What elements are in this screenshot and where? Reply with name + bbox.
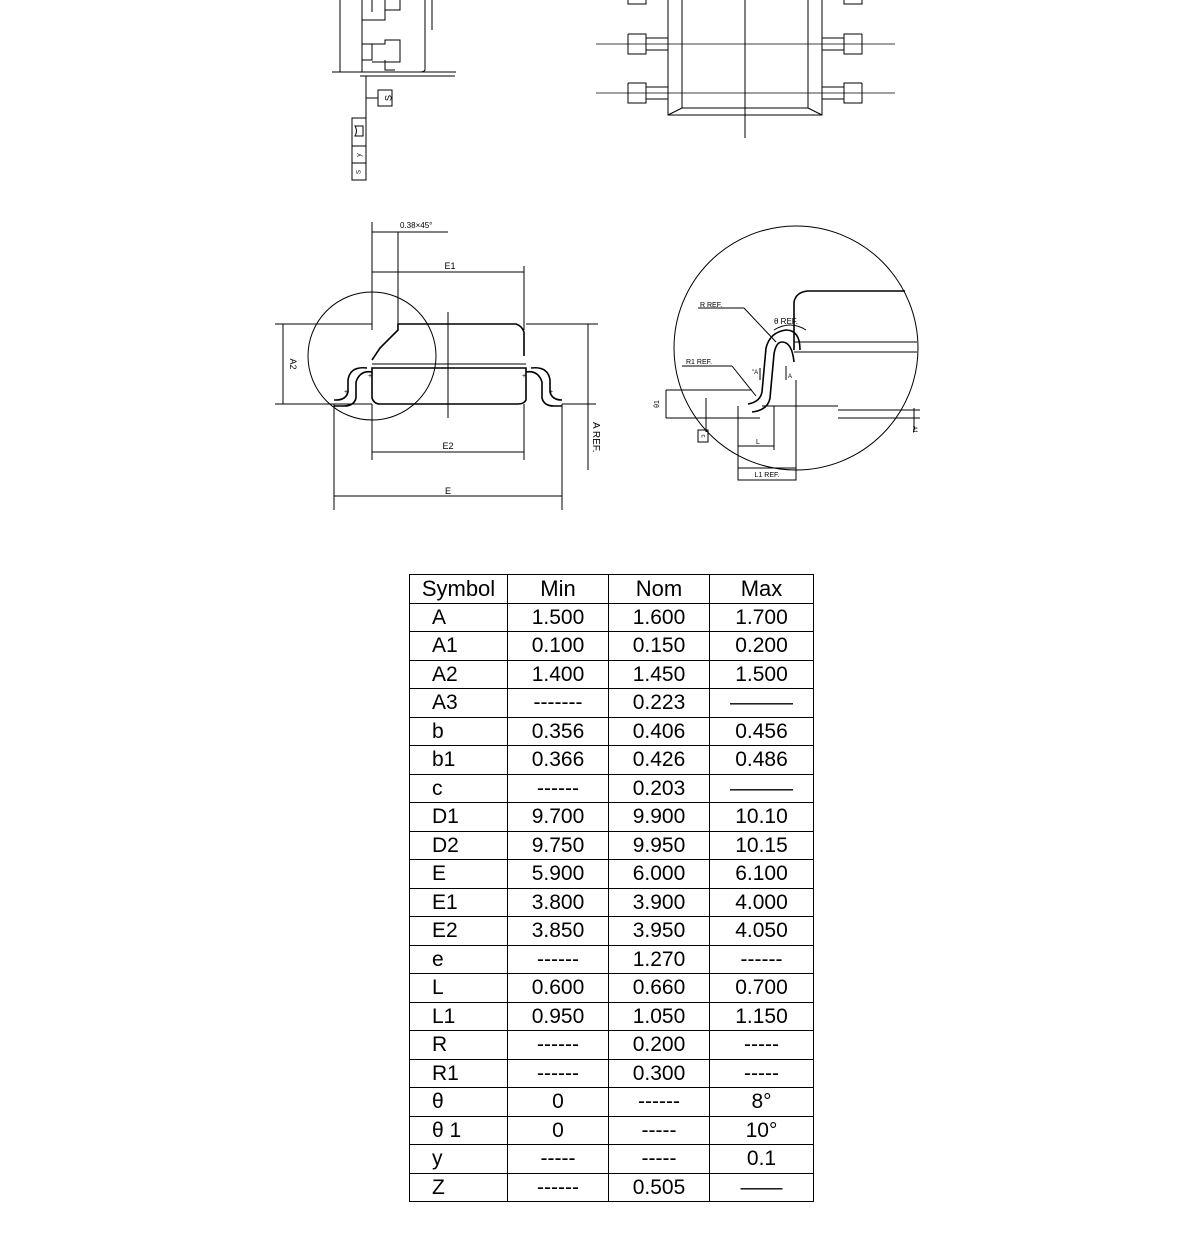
package-outline-drawing	[0, 0, 1200, 560]
cell-nom: 0.203	[609, 774, 710, 803]
cell-symbol: R1	[410, 1059, 508, 1088]
cell-symbol: e	[410, 945, 508, 974]
header-nom: Nom	[609, 575, 710, 604]
table-row	[410, 689, 814, 718]
cell-max: 0.486	[710, 746, 814, 775]
cell-max: 0.456	[710, 717, 814, 746]
cell-nom: 0.505	[609, 1173, 710, 1202]
cell-symbol: b	[410, 717, 508, 746]
cell-min: 0.950	[508, 1002, 609, 1031]
cell-min: ------	[508, 945, 609, 974]
a-mark-label: A	[788, 374, 793, 380]
a-ref-label: A REF.	[590, 422, 601, 453]
cell-min: 0.356	[508, 717, 609, 746]
cell-max: -----	[710, 1059, 814, 1088]
cell-min: 5.900	[508, 860, 609, 889]
c-label: c	[699, 434, 706, 438]
l-label: L	[756, 439, 760, 446]
r1-ref-label: R1 REF.	[686, 359, 713, 366]
cell-nom: -----	[609, 1116, 710, 1145]
cell-min: 0.600	[508, 974, 609, 1003]
cell-max: 4.000	[710, 888, 814, 917]
table-row	[410, 831, 814, 860]
cell-nom: 3.950	[609, 917, 710, 946]
table-row	[410, 1031, 814, 1060]
cell-min: 1.400	[508, 660, 609, 689]
cell-symbol: A1	[410, 632, 508, 661]
cell-max: ------	[710, 945, 814, 974]
cell-min: 0	[508, 1088, 609, 1117]
cell-nom: 0.426	[609, 746, 710, 775]
theta-ref-label: θ REF.	[774, 317, 799, 326]
cell-max: ———	[710, 689, 814, 718]
svg-text:+: +	[344, 389, 349, 396]
svg-text:"A: "A	[752, 370, 759, 376]
table-row	[410, 660, 814, 689]
l1-ref-label: L1 REF.	[754, 472, 780, 479]
cell-symbol: b1	[410, 746, 508, 775]
cell-min: 0	[508, 1116, 609, 1145]
cell-nom: 0.200	[609, 1031, 710, 1060]
e-label: E	[444, 486, 452, 496]
cell-symbol: L	[410, 974, 508, 1003]
cell-nom: 0.150	[609, 632, 710, 661]
cell-symbol: c	[410, 774, 508, 803]
cell-nom: 6.000	[609, 860, 710, 889]
table-row	[410, 1173, 814, 1202]
cell-nom: 1.270	[609, 945, 710, 974]
table-row	[410, 1145, 814, 1174]
header-min: Min	[508, 575, 609, 604]
cell-max: 10.15	[710, 831, 814, 860]
header-max: Max	[710, 575, 814, 604]
cell-max: 1.150	[710, 1002, 814, 1031]
table-row	[410, 746, 814, 775]
e2-label: E2	[442, 441, 454, 451]
svg-text:+: +	[368, 373, 373, 380]
cell-symbol: D1	[410, 803, 508, 832]
dimensions-table	[409, 574, 814, 1202]
a2-label: A2	[288, 358, 298, 370]
table-row	[410, 860, 814, 889]
cell-symbol: E	[410, 860, 508, 889]
cell-min: 1.500	[508, 603, 609, 632]
r-ref-label: R REF.	[700, 302, 723, 309]
e1-label: E1	[444, 261, 456, 271]
cell-symbol: θ 1	[410, 1116, 508, 1145]
cell-min: -------	[508, 689, 609, 718]
cell-nom: 0.660	[609, 974, 710, 1003]
a1-label: A1	[911, 426, 917, 434]
table-row	[410, 774, 814, 803]
table-row	[410, 917, 814, 946]
svg-text:+: +	[549, 389, 554, 396]
cell-max: 0.700	[710, 974, 814, 1003]
cell-min: 9.750	[508, 831, 609, 860]
cell-max: 4.050	[710, 917, 814, 946]
cell-min: 3.800	[508, 888, 609, 917]
cell-symbol: E2	[410, 917, 508, 946]
cell-max: 0.1	[710, 1145, 814, 1174]
cell-symbol: L1	[410, 1002, 508, 1031]
cell-nom: 9.950	[609, 831, 710, 860]
cell-min: 0.100	[508, 632, 609, 661]
top-view	[596, 0, 895, 138]
cell-symbol: θ	[410, 1088, 508, 1117]
svg-text:+: +	[522, 373, 527, 380]
s-datum-label: S	[383, 94, 394, 102]
table-row	[410, 974, 814, 1003]
cell-symbol: A2	[410, 660, 508, 689]
table-row	[410, 1116, 814, 1145]
cell-nom: 1.450	[609, 660, 710, 689]
cell-nom: ------	[609, 1088, 710, 1117]
cell-max: ———	[710, 774, 814, 803]
side-view	[332, 0, 456, 180]
cell-nom: 3.900	[609, 888, 710, 917]
cell-max: 8°	[710, 1088, 814, 1117]
cell-max: 10°	[710, 1116, 814, 1145]
cell-symbol: R	[410, 1031, 508, 1060]
cell-max: -----	[710, 1031, 814, 1060]
cell-min: ------	[508, 774, 609, 803]
detail-view	[654, 226, 920, 480]
cell-max: 1.500	[710, 660, 814, 689]
cell-max: 6.100	[710, 860, 814, 889]
cell-nom: 0.223	[609, 689, 710, 718]
cell-symbol: A3	[410, 689, 508, 718]
cell-max: 10.10	[710, 803, 814, 832]
cell-nom: 1.600	[609, 603, 710, 632]
s-tolerance-label: S	[356, 169, 363, 175]
cell-min: ------	[508, 1173, 609, 1202]
table-row	[410, 717, 814, 746]
cell-symbol: Z	[410, 1173, 508, 1202]
table-row	[410, 1059, 814, 1088]
cell-symbol: E1	[410, 888, 508, 917]
cell-min: 9.700	[508, 803, 609, 832]
table-row	[410, 803, 814, 832]
cell-min: ------	[508, 1031, 609, 1060]
cell-min: 0.366	[508, 746, 609, 775]
cell-max: 0.200	[710, 632, 814, 661]
theta1-label: θ1	[654, 400, 661, 408]
cell-nom: 0.406	[609, 717, 710, 746]
table-header-row	[410, 575, 814, 604]
table-row	[410, 888, 814, 917]
table-row	[410, 1002, 814, 1031]
header-symbol: Symbol	[410, 575, 508, 604]
end-view	[275, 221, 601, 510]
cell-nom: 9.900	[609, 803, 710, 832]
y-tolerance-label: y	[355, 153, 363, 157]
table-row	[410, 603, 814, 632]
cell-symbol: A	[410, 603, 508, 632]
cell-nom: -----	[609, 1145, 710, 1174]
cell-max: ——	[710, 1173, 814, 1202]
chamfer-label: 0.38×45°	[400, 221, 433, 230]
cell-min: 3.850	[508, 917, 609, 946]
cell-min: ------	[508, 1059, 609, 1088]
cell-symbol: D2	[410, 831, 508, 860]
cell-symbol: y	[410, 1145, 508, 1174]
table-row	[410, 1088, 814, 1117]
cell-min: -----	[508, 1145, 609, 1174]
cell-nom: 1.050	[609, 1002, 710, 1031]
cell-nom: 0.300	[609, 1059, 710, 1088]
table-row	[410, 632, 814, 661]
cell-max: 1.700	[710, 603, 814, 632]
table-row	[410, 945, 814, 974]
